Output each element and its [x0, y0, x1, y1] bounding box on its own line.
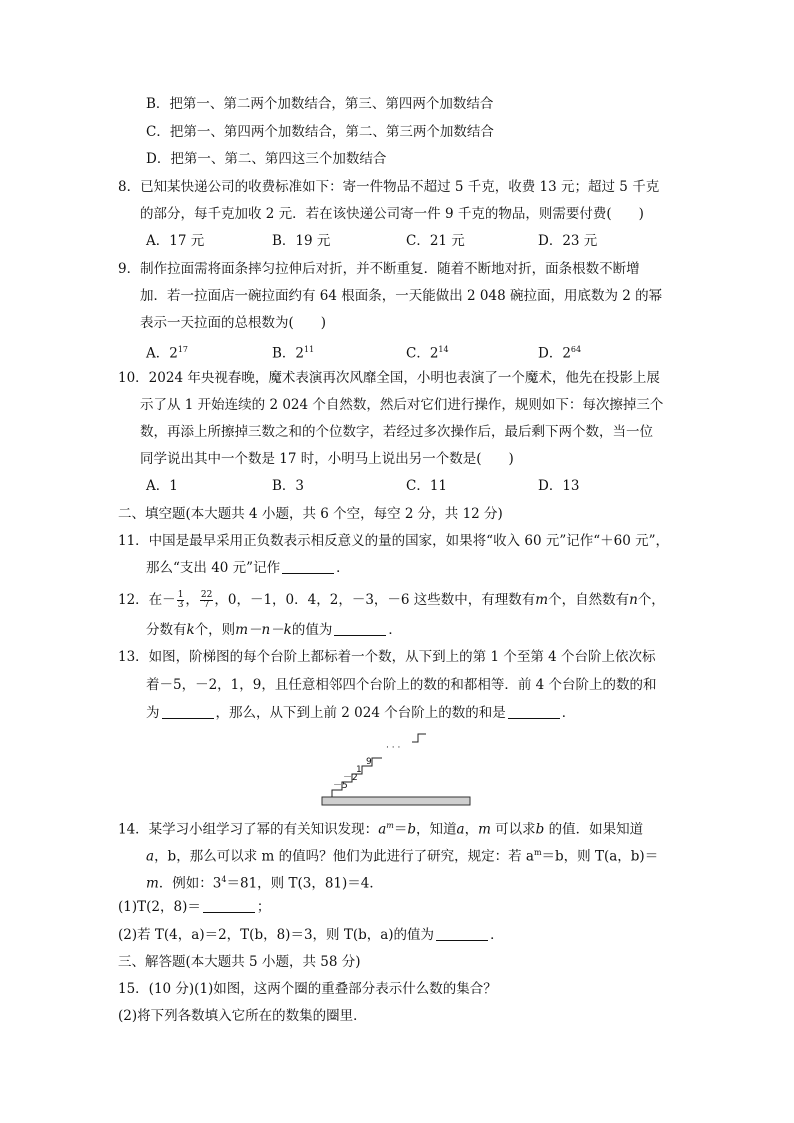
q13-line-2: 着－5，－2，1，9，且任意相邻四个台阶上的数的和都相等．前 4 个台阶上的数的和 — [146, 677, 657, 693]
stair-dots: · · · — [386, 743, 401, 753]
q7-option-b: B．把第一、第二两个加数结合，第三、第四两个加数结合 — [146, 96, 494, 112]
q11-line-2: 那么“支出 40 元”记作 ． — [146, 560, 350, 576]
q10-line-3: 数，再添上所擦掉三数之和的个位数字，若经过多次操作后，最后剩下两个数，当一位 — [140, 424, 653, 440]
stair-label-4: 9 — [366, 757, 372, 767]
q8-line-2: 的部分，每千克加收 2 元．若在该快递公司寄一件 9 千克的物品，则需要付费( ) — [140, 206, 644, 222]
q14-line-3: m．例如：$3^4=81$，则 T(3，81)＝4． — [146, 875, 383, 892]
q10-option-b: B．3 — [272, 478, 305, 494]
stair-outline-top — [412, 734, 426, 742]
q13-line-1: 13．如图，阶梯图的每个台阶上都标着一个数，从下到上的第 1 个至第 4 个台阶上依次标 — [118, 649, 656, 665]
q10-line-1: 10．2024 年央视春晚，魔术表演再次风靡全国，小明也表演了一个魔术，他先在投影上展 — [118, 370, 660, 386]
q15-line-2: (2)将下列各数填入它所在的数集的圈里． — [118, 1008, 367, 1024]
q14-line-2: a，b，那么可以求 m 的值吗？他们为此进行了研究，规定：若 $a^m=b$，则 T(a，b)＝ — [146, 848, 659, 865]
q8-option-b: B．19 元 — [272, 233, 331, 249]
q14-sub-1: (1)T(2，8)＝ ； — [118, 899, 271, 915]
stair-label-3: 1 — [356, 765, 362, 775]
q12-line-2: 分数有k个，则m－n－k的值为 ． — [146, 622, 402, 638]
q9-option-d: D．$2^{64}$ — [538, 345, 582, 362]
fraction: $\frac{1}{3}$ — [177, 590, 184, 610]
q9-line-2: 加．若一拉面店一碗拉面约有 64 根面条，一天能做出 2 048 碗拉面，用底数为 2 的幂 — [140, 288, 663, 304]
q10-line-2: 示了从 1 开始连续的 2 024 个自然数，然后对它们进行操作，规则如下：每次擦掉三个 — [140, 397, 664, 413]
q12-line-1: 12．在－ $\frac{1}{3}$ ， $\frac{22}{7}$ ，0，－1，0．4，2，－3，－6 这些数中，有理数有m个，自然数有n个， — [118, 590, 665, 610]
staircase-figure — [318, 726, 478, 810]
stair-label-2: －2 — [343, 773, 358, 783]
fraction: $\frac{22}{7}$ — [200, 590, 213, 610]
answer-blank — [334, 621, 386, 636]
answer-blank — [203, 898, 255, 913]
q11-line-1: 11．中国是最早采用正负数表示相反意义的量的国家，如果将“收入 60 元”记作“＋60 元”， — [118, 533, 670, 549]
answer-blank — [436, 926, 488, 941]
answer-blank — [162, 704, 214, 719]
section-3-heading: 三、解答题(本大题共 5 小题，共 58 分) — [118, 954, 361, 970]
q9-line-1: 9．制作拉面需将面条摔匀拉伸后对折，并不断重复．随着不断地对折，面条根数不断增 — [118, 261, 640, 277]
q9-line-3: 表示一天拉面的总根数为( ) — [140, 315, 327, 331]
q14-line-1: 14．某学习小组学习了幂的有关知识发现：$a^m=b$，知道a，m 可以求b 的值．如果知道 — [118, 821, 644, 838]
answer-blank — [282, 559, 334, 574]
q14-sub-2: (2)若 T(4，a)＝2，T(b，8)＝3，则 T(b，a)的值为 ． — [118, 927, 504, 943]
q10-option-a: A．1 — [146, 478, 178, 494]
q10-line-4: 同学说出其中一个数是 17 时，小明马上说出另一个数是( ) — [140, 451, 514, 467]
q9-option-b: B．$2^{11}$ — [272, 345, 315, 362]
q8-option-c: C．21 元 — [406, 233, 465, 249]
q15-line-1: 15．(10 分)(1)如图，这两个圈的重叠部分表示什么数的集合？ — [118, 981, 497, 997]
q10-option-d: D．13 — [538, 478, 580, 494]
q8-line-1: 8．已知某快递公司的收费标准如下：寄一件物品不超过 5 千克，收费 13 元；超过 5 千克 — [118, 179, 660, 195]
q8-option-d: D．23 元 — [538, 233, 598, 249]
q7-option-d: D．把第一、第二、第四这三个加数结合 — [146, 151, 387, 167]
answer-blank — [508, 704, 560, 719]
q10-option-c: C．11 — [406, 478, 448, 494]
ground-base — [322, 797, 470, 805]
q9-option-c: C．$2^{14}$ — [406, 345, 449, 362]
q8-option-a: A．17 元 — [146, 233, 205, 249]
q7-option-c: C．把第一、第四两个加数结合，第二、第三两个加数结合 — [146, 124, 494, 140]
q9-option-a: A．$2^{17}$ — [146, 345, 189, 362]
stair-label-1: －5 — [333, 781, 348, 791]
section-2-heading: 二、填空题(本大题共 4 小题，共 6 个空，每空 2 分，共 12 分) — [118, 506, 503, 522]
q13-line-3: 为 ，那么，从下到上前 2 024 个台阶上的数的和是 ． — [146, 705, 576, 721]
